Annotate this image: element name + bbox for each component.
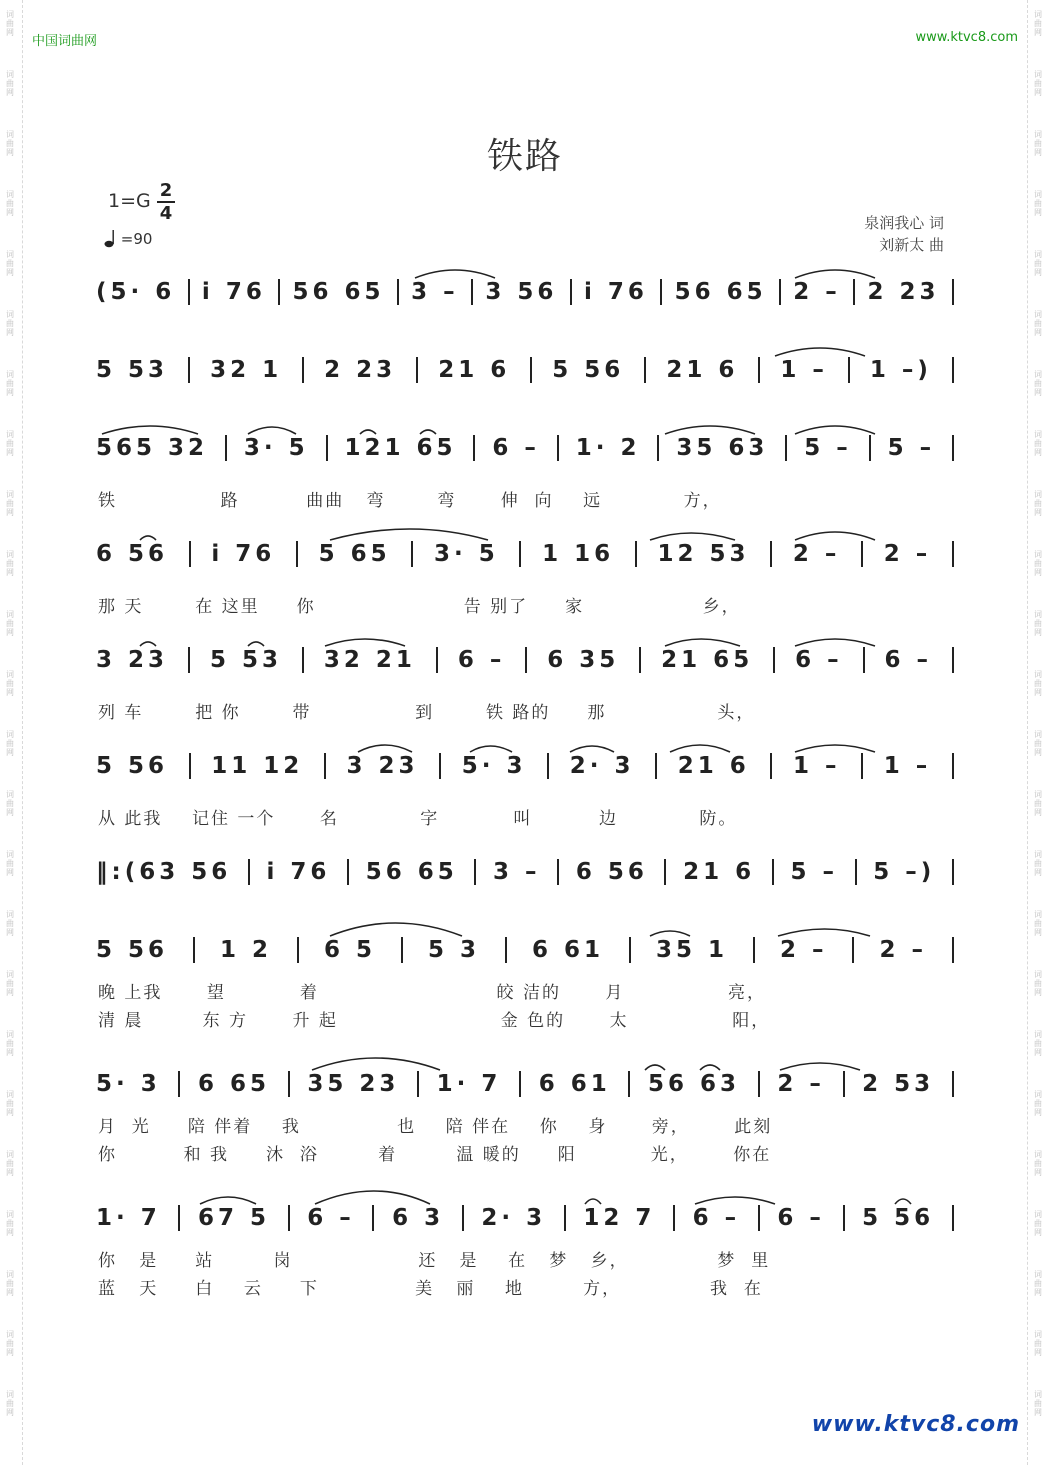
bar-line: [673, 1205, 675, 1231]
measure: 5 53: [96, 357, 169, 383]
measure: 1· 7: [436, 1071, 502, 1097]
measure: 6 –: [492, 435, 540, 461]
measure: 2· 3: [569, 753, 635, 779]
measure: 6 56: [96, 541, 169, 567]
measure: 1 2: [220, 937, 273, 963]
bar-line: [530, 357, 532, 383]
composer-credit: 刘新太 曲: [879, 236, 944, 254]
bar-line: [519, 1071, 521, 1097]
lyric-line: 你 是 站 岗 还 是 在 梦 乡， 梦 里: [98, 1251, 771, 1271]
measure: 1· 7: [96, 1205, 161, 1231]
watermark-text: 词曲网: [6, 1030, 14, 1057]
watermark-text: 词曲网: [6, 1270, 14, 1297]
measure: 2 –: [779, 937, 828, 963]
measure: 5 56: [862, 1205, 935, 1231]
measure: 5 56: [96, 937, 169, 963]
bar-line: [225, 435, 227, 461]
measure: 3 –: [411, 279, 459, 305]
bar-line: [843, 1071, 845, 1097]
watermark-text: 词曲网: [1034, 1150, 1042, 1177]
bar-line: [188, 279, 190, 305]
notation-row: [96, 640, 954, 680]
watermark-text: 词曲网: [1034, 250, 1042, 277]
bar-line: [758, 1205, 760, 1231]
measure: 2 –: [777, 1071, 825, 1097]
bar-line: [416, 357, 418, 383]
notation-row: [96, 272, 954, 312]
bar-line: [188, 647, 190, 673]
watermark-text: 词曲网: [6, 10, 14, 37]
bar-line: [644, 357, 646, 383]
watermark-text: 词曲网: [6, 910, 14, 937]
bar-line: [278, 279, 280, 305]
site-name-left[interactable]: 中国词曲网: [32, 34, 98, 49]
watermark-text: 词曲网: [6, 190, 14, 217]
measure: 3 23: [96, 647, 169, 673]
lyric-line: 清 晨 东 方 升 起 金 色的 太 阳，: [98, 1011, 771, 1031]
bar-line: [397, 279, 399, 305]
key-signature: 1=G: [108, 190, 151, 212]
bar-line: [952, 647, 954, 673]
measure: 1 –: [883, 753, 932, 779]
measure: 6 –: [795, 647, 843, 673]
watermark-text: 词曲网: [1034, 310, 1042, 337]
measure: 6 61: [531, 937, 604, 963]
bar-line: [758, 1071, 760, 1097]
measure: 6 –: [777, 1205, 825, 1231]
measure: 5 –: [790, 859, 838, 885]
measure: 2 23: [867, 279, 940, 305]
bar-line: [952, 937, 954, 963]
measure: 6 –: [884, 647, 933, 673]
bar-line: [525, 647, 527, 673]
tempo-marking: [104, 228, 152, 248]
watermark-text: 词曲网: [6, 1150, 14, 1177]
measure: 35 63: [676, 435, 769, 461]
measure: 5 –: [887, 435, 936, 461]
watermark-text: 词曲网: [1034, 370, 1042, 397]
measure: i 76: [201, 279, 266, 305]
measure: 6 65: [198, 1071, 271, 1097]
bar-line: [657, 435, 659, 461]
bar-line: [302, 647, 304, 673]
watermark-text: 词曲网: [6, 430, 14, 457]
watermark-text: 词曲网: [6, 610, 14, 637]
bar-line: [635, 541, 637, 567]
bar-line: [189, 541, 191, 567]
bar-line: [779, 279, 781, 305]
quarter-note-icon: [104, 228, 116, 248]
measure: 3 –: [493, 859, 541, 885]
notation-row: [96, 1064, 954, 1104]
footer-logo[interactable]: www.ktvc8.com: [811, 1412, 1020, 1437]
bar-line: [570, 279, 572, 305]
measure: i 76: [211, 541, 276, 567]
watermark-text: 词曲网: [1034, 1210, 1042, 1237]
watermark-text: 词曲网: [6, 1210, 14, 1237]
bar-line: [863, 647, 865, 673]
bar-line: [952, 1071, 954, 1097]
bar-line: [557, 435, 559, 461]
measure: 1· 2: [575, 435, 641, 461]
bar-line: [861, 541, 863, 567]
measure: 5 –: [804, 435, 852, 461]
watermark-text: 词曲网: [6, 1090, 14, 1117]
measure: i 76: [584, 279, 648, 305]
bar-line: [193, 937, 195, 963]
measure: 35 1: [655, 937, 728, 963]
measure: 21 6: [683, 859, 756, 885]
lyric-line: 你 和 我 沐 浴 着 温 暖的 阳 光， 你在: [98, 1145, 772, 1165]
measure: 2 23: [324, 357, 397, 383]
measure: (5· 6: [96, 279, 176, 305]
bar-line: [773, 647, 775, 673]
measure: 2· 3: [481, 1205, 547, 1231]
bar-line: [564, 1205, 566, 1231]
watermark-text: 词曲网: [1034, 1030, 1042, 1057]
watermark-text: 词曲网: [1034, 130, 1042, 157]
time-signature: [155, 180, 177, 224]
bar-line: [372, 1205, 374, 1231]
bar-line: [628, 1071, 630, 1097]
measure: 5 56: [552, 357, 625, 383]
right-watermark-strip: [1027, 0, 1050, 1465]
measure: 5· 3: [461, 753, 527, 779]
lyric-line: 那 天 在 这里 你 告 别了 家 乡，: [98, 597, 741, 617]
watermark-text: 词曲网: [1034, 1390, 1042, 1417]
measure: 11 12: [211, 753, 304, 779]
notation-row: [96, 350, 954, 390]
measure: 121 65: [344, 435, 457, 461]
bar-line: [664, 859, 666, 885]
watermark-text: 词曲网: [6, 850, 14, 877]
watermark-text: 词曲网: [1034, 190, 1042, 217]
measure: 565 32: [96, 435, 209, 461]
watermark-text: 词曲网: [1034, 910, 1042, 937]
bar-line: [770, 753, 772, 779]
measure: 3· 5: [434, 541, 499, 567]
bar-line: [178, 1071, 180, 1097]
lyric-line: 蓝 天 白 云 下 美 丽 地 方， 我 在: [98, 1279, 763, 1299]
bar-line: [660, 279, 662, 305]
measure: 12 7: [583, 1205, 656, 1231]
notation-row: [96, 930, 954, 970]
measure: 56 65: [292, 279, 385, 305]
tempo-value: =90: [120, 230, 153, 248]
bar-line: [401, 937, 403, 963]
notation-row: [96, 852, 954, 892]
watermark-text: 词曲网: [6, 730, 14, 757]
measure: 3· 5: [243, 435, 309, 461]
measure: 35 23: [307, 1071, 400, 1097]
watermark-text: 词曲网: [1034, 430, 1042, 457]
measure: 21 6: [677, 753, 750, 779]
measure: i 76: [266, 859, 331, 885]
measure: 1 16: [542, 541, 615, 567]
measure: 6 61: [538, 1071, 611, 1097]
measure: 21 6: [438, 357, 511, 383]
measure: 56 65: [365, 859, 458, 885]
bar-line: [473, 435, 475, 461]
bar-line: [347, 859, 349, 885]
watermark-text: 词曲网: [6, 370, 14, 397]
watermark-text: 词曲网: [1034, 10, 1042, 37]
measure: 6 5: [323, 937, 376, 963]
bar-line: [547, 753, 549, 779]
watermark-text: 词曲网: [1034, 970, 1042, 997]
bar-line: [655, 753, 657, 779]
bar-line: [952, 859, 954, 885]
measure: 67 5: [198, 1205, 271, 1231]
notation-row: [96, 1198, 954, 1238]
bar-line: [861, 753, 863, 779]
bar-line: [474, 859, 476, 885]
bar-line: [324, 753, 326, 779]
bar-line: [952, 1205, 954, 1231]
watermark-text: 词曲网: [6, 250, 14, 277]
watermark-text: 词曲网: [1034, 1090, 1042, 1117]
notation-row: [96, 746, 954, 786]
measure: 6 –: [692, 1205, 741, 1231]
bar-line: [248, 859, 250, 885]
watermark-text: 词曲网: [1034, 1270, 1042, 1297]
measure: 6 3: [392, 1205, 445, 1231]
measure: 5 53: [209, 647, 282, 673]
watermark-text: 词曲网: [6, 130, 14, 157]
bar-line: [753, 937, 755, 963]
watermark-text: 词曲网: [6, 1390, 14, 1417]
measure: 32 1: [210, 357, 283, 383]
lyric-line: 从 此我 记住 一个 名 字 叫 边 防。: [98, 809, 738, 829]
bar-line: [297, 937, 299, 963]
measure: 6 –: [307, 1205, 355, 1231]
bar-line: [189, 753, 191, 779]
bar-line: [417, 1071, 419, 1097]
measure: 1 –): [869, 357, 932, 383]
bar-line: [436, 647, 438, 673]
watermark-text: 词曲网: [1034, 1330, 1042, 1357]
bar-line: [770, 541, 772, 567]
time-sig-bottom: 4: [159, 203, 173, 224]
measure: 6 –: [457, 647, 506, 673]
watermark-text: 词曲网: [1034, 670, 1042, 697]
measure: 32 21: [323, 647, 416, 673]
measure: 21 65: [661, 647, 754, 673]
measure: 5· 3: [96, 1071, 161, 1097]
watermark-text: 词曲网: [1034, 610, 1042, 637]
watermark-text: 词曲网: [1034, 850, 1042, 877]
bar-line: [302, 357, 304, 383]
measure: 56 63: [648, 1071, 741, 1097]
left-watermark-strip: [0, 0, 23, 1465]
watermark-text: 词曲网: [1034, 790, 1042, 817]
bar-line: [952, 541, 954, 567]
watermark-text: 词曲网: [6, 550, 14, 577]
measure: 2 53: [862, 1071, 935, 1097]
bar-line: [288, 1205, 290, 1231]
watermark-text: 词曲网: [1034, 550, 1042, 577]
measure: 6 35: [547, 647, 620, 673]
measure: 5 65: [318, 541, 391, 567]
watermark-text: 词曲网: [6, 310, 14, 337]
bar-line: [853, 279, 855, 305]
lyricist-credit: 泉润我心 词: [864, 214, 944, 232]
bar-line: [952, 753, 954, 779]
lyric-line: 晚 上我 望 着 皎 洁的 月 亮，: [98, 983, 767, 1003]
notation-row: [96, 534, 954, 574]
measure: 5 3: [427, 937, 480, 963]
lyric-line: 列 车 把 你 带 到 铁 路的 那 头，: [98, 703, 756, 723]
bar-line: [952, 279, 954, 305]
watermark-text: 词曲网: [1034, 730, 1042, 757]
lyric-line: 铁 路 曲曲 弯 弯 伸 向 远 方，: [98, 491, 722, 511]
bar-line: [639, 647, 641, 673]
watermark-text: 词曲网: [6, 1330, 14, 1357]
bar-line: [855, 859, 857, 885]
site-url-right[interactable]: www.ktvc8.com: [915, 30, 1018, 45]
watermark-text: 词曲网: [6, 70, 14, 97]
measure: 6 56: [575, 859, 648, 885]
bar-line: [471, 279, 473, 305]
watermark-text: 词曲网: [1034, 490, 1042, 517]
measure: 3 23: [346, 753, 419, 779]
bar-line: [178, 1205, 180, 1231]
measure: 56 65: [674, 279, 767, 305]
measure: 2 –: [879, 937, 927, 963]
bar-line: [188, 357, 190, 383]
bar-line: [852, 937, 854, 963]
bar-line: [952, 357, 954, 383]
bar-line: [296, 541, 298, 567]
lyric-line: 月 光 陪 伴着 我 也 陪 伴在 你 身 旁， 此刻: [98, 1117, 773, 1137]
bar-line: [848, 357, 850, 383]
watermark-text: 词曲网: [6, 670, 14, 697]
bar-line: [557, 859, 559, 885]
measure: 1 –: [792, 753, 841, 779]
measure: 21 6: [666, 357, 739, 383]
measure: 5 –): [873, 859, 936, 885]
bar-line: [869, 435, 871, 461]
measure: 5 56: [96, 753, 169, 779]
bar-line: [843, 1205, 845, 1231]
notation-row: [96, 428, 954, 468]
measure: 2 –: [792, 541, 841, 567]
song-title: 铁路: [486, 136, 563, 177]
bar-line: [519, 541, 521, 567]
bar-line: [505, 937, 507, 963]
bar-line: [462, 1205, 464, 1231]
bar-line: [439, 753, 441, 779]
measure: 2 –: [793, 279, 841, 305]
watermark-text: 词曲网: [6, 790, 14, 817]
time-sig-top: 2: [159, 180, 173, 201]
watermark-text: 词曲网: [1034, 70, 1042, 97]
bar-line: [772, 859, 774, 885]
watermark-text: 词曲网: [6, 970, 14, 997]
measure: ‖:(63 56: [96, 859, 232, 885]
measure: 12 53: [657, 541, 750, 567]
bar-line: [629, 937, 631, 963]
measure: 1 –: [780, 357, 828, 383]
watermark-text: 词曲网: [6, 490, 14, 517]
bar-line: [411, 541, 413, 567]
measure: 2 –: [883, 541, 932, 567]
bar-line: [758, 357, 760, 383]
measure: 3 56: [485, 279, 558, 305]
bar-line: [288, 1071, 290, 1097]
bar-line: [326, 435, 328, 461]
bar-line: [952, 435, 954, 461]
bar-line: [785, 435, 787, 461]
